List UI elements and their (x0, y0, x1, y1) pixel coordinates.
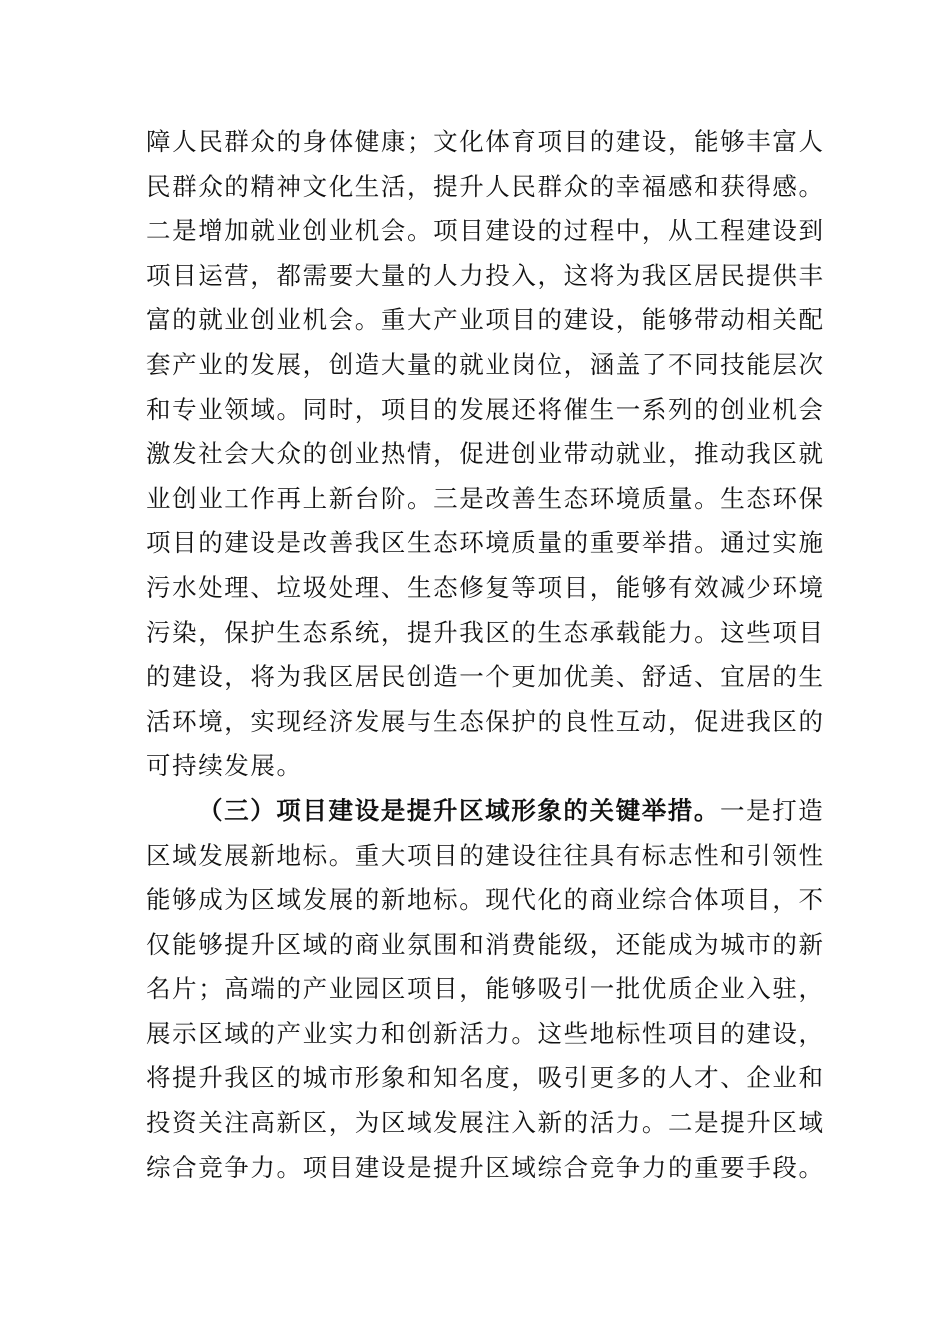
text-line: 套产业的发展，创造大量的就业岗位，涵盖了不同技能层次 (146, 349, 825, 379)
text-line: 业创业工作再上新台阶。三是改善生态环境质量。生态环保 (146, 483, 825, 513)
text-line: 活环境，实现经济发展与生态保护的良性互动，促进我区的 (146, 706, 825, 736)
text-line: 激发社会大众的创业热情，促进创业带动就业，推动我区就 (146, 439, 825, 469)
text-line: 二是增加就业创业机会。项目建设的过程中，从工程建设到 (146, 216, 825, 246)
text-line: 将提升我区的城市形象和知名度，吸引更多的人才、企业和 (146, 1063, 825, 1093)
text-line: 障人民群众的身体健康；文化体育项目的建设，能够丰富人 (146, 127, 825, 156)
text-run: 一是打造 (720, 795, 825, 825)
text-line: 展示区域的产业实力和创新活力。这些地标性项目的建设， (146, 1018, 825, 1048)
paragraph-2-first-line (146, 789, 825, 834)
text-line: 投资关注高新区，为区域发展注入新的活力。二是提升区域 (146, 1108, 825, 1138)
document-body (146, 120, 825, 1190)
text-line: 可持续发展。 (146, 751, 303, 781)
text-line: 民群众的精神文化生活，提升人民群众的幸福感和获得感。 (146, 171, 825, 201)
text-line: 的建设，将为我区居民创造一个更加优美、舒适、宜居的生 (146, 662, 825, 692)
text-line: 项目运营，都需要大量的人力投入，这将为我区居民提供丰 (146, 260, 825, 290)
text-line: 和专业领域。同时，项目的发展还将催生一系列的创业机会 (146, 394, 825, 424)
text-line: 能够成为区域发展的新地标。现代化的商业综合体项目，不 (146, 885, 825, 915)
text-line: 区域发展新地标。重大项目的建设往往具有标志性和引领性 (146, 840, 825, 870)
text-line: 污染，保护生态系统，提升我区的生态承载能力。这些项目 (146, 617, 825, 647)
text-line: 名片；高端的产业园区项目，能够吸引一批优质企业入驻， (146, 974, 825, 1004)
section-heading: （三）项目建设是提升区域形象的关键举措。 (198, 795, 720, 825)
text-line: 综合竞争力。项目建设是提升区域综合竞争力的重要手段。 (146, 1152, 825, 1182)
text-line: 仅能够提升区域的商业氛围和消费能级，还能成为城市的新 (146, 929, 825, 959)
text-line: 项目的建设是改善我区生态环境质量的重要举措。通过实施 (146, 528, 825, 558)
text-line: 富的就业创业机会。重大产业项目的建设，能够带动相关配 (146, 305, 825, 335)
text-line: 污水处理、垃圾处理、生态修复等项目，能够有效减少环境 (146, 572, 825, 602)
